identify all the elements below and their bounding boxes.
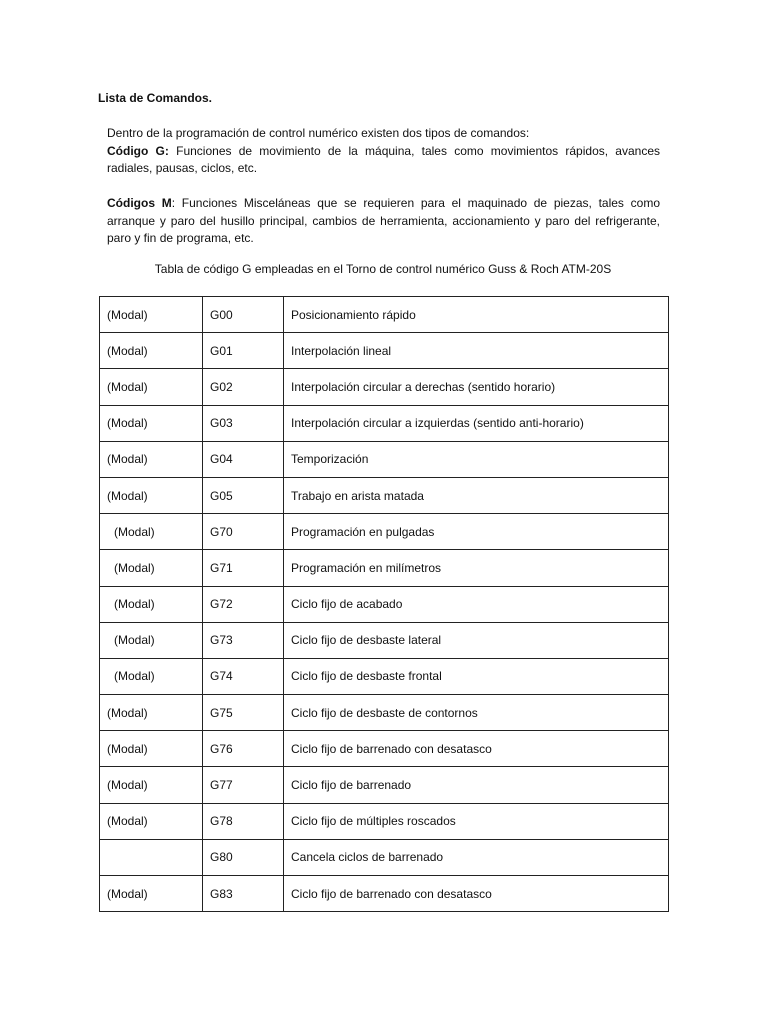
table-row (100, 441, 669, 477)
table-row (100, 622, 669, 658)
table-row (100, 586, 669, 622)
mode-cell: (Modal) (100, 550, 203, 586)
code-cell: G80 (203, 839, 284, 875)
code-cell: G71 (203, 550, 284, 586)
description-cell: Ciclo fijo de barrenado con desatasco (284, 876, 669, 912)
table-row (100, 477, 669, 513)
mode-cell: (Modal) (100, 731, 203, 767)
mode-cell: (Modal) (100, 876, 203, 912)
description-cell: Ciclo fijo de desbaste lateral (284, 622, 669, 658)
code-cell: G76 (203, 731, 284, 767)
description-cell: Cancela ciclos de barrenado (284, 839, 669, 875)
g-code-label: Código G: (107, 143, 169, 158)
description-cell: Ciclo fijo de desbaste frontal (284, 658, 669, 694)
description-cell: Ciclo fijo de desbaste de contornos (284, 695, 669, 731)
mode-cell: (Modal) (100, 803, 203, 839)
g-code-table-body (100, 297, 669, 912)
code-cell: G83 (203, 876, 284, 912)
table-row (100, 297, 669, 333)
description-cell: Trabajo en arista matada (284, 477, 669, 513)
description-cell: Ciclo fijo de acabado (284, 586, 669, 622)
page-title: Lista de Comandos. (98, 91, 213, 105)
code-cell: G03 (203, 405, 284, 441)
mode-cell: (Modal) (100, 297, 203, 333)
code-cell: G00 (203, 297, 284, 333)
code-cell: G05 (203, 477, 284, 513)
description-cell: Programación en milímetros (284, 550, 669, 586)
code-cell: G02 (203, 369, 284, 405)
description-cell: Interpolación circular a derechas (sentido horario) (284, 369, 669, 405)
code-cell: G72 (203, 586, 284, 622)
table-row (100, 405, 669, 441)
description-cell: Interpolación lineal (284, 333, 669, 369)
g-code-paragraph (107, 143, 660, 178)
code-cell: G77 (203, 767, 284, 803)
description-cell: Ciclo fijo de barrenado con desatasco (284, 731, 669, 767)
description-cell: Ciclo fijo de múltiples roscados (284, 803, 669, 839)
mode-cell: (Modal) (100, 586, 203, 622)
m-code-paragraph (107, 195, 660, 248)
description-cell: Posicionamiento rápido (284, 297, 669, 333)
m-code-label: Códigos M (107, 196, 172, 210)
intro-line: Dentro de la programación de control numérico existen dos tipos de comandos: (107, 126, 530, 140)
mode-cell (100, 839, 203, 875)
table-row (100, 803, 669, 839)
code-cell: G78 (203, 803, 284, 839)
g-code-table (99, 296, 669, 912)
code-cell: G73 (203, 622, 284, 658)
mode-cell: (Modal) (100, 477, 203, 513)
table-row (100, 658, 669, 694)
description-cell: Ciclo fijo de barrenado (284, 767, 669, 803)
table-row (100, 731, 669, 767)
description-cell: Temporización (284, 441, 669, 477)
table-row (100, 550, 669, 586)
m-code-description: : Funciones Misceláneas que se requieren para el maquinado de piezas, tales como arranque y paro del husillo principal, cambios de herramienta, accionamiento y paro del refrigerante, paro y fin de programa, etc. (107, 196, 660, 245)
code-cell: G75 (203, 695, 284, 731)
mode-cell: (Modal) (100, 658, 203, 694)
mode-cell: (Modal) (100, 514, 203, 550)
table-row (100, 876, 669, 912)
table-caption: Tabla de código G empleadas en el Torno de control numérico Guss & Roch ATM-20S (154, 262, 612, 276)
g-code-description: Funciones de movimiento de la máquina, tales como movimientos rápidos, avances radiales, pausas, ciclos, etc. (107, 143, 660, 175)
code-cell: G04 (203, 441, 284, 477)
table-row (100, 369, 669, 405)
table-row (100, 695, 669, 731)
mode-cell: (Modal) (100, 405, 203, 441)
intro-text (107, 125, 660, 248)
description-cell: Interpolación circular a izquierdas (sentido anti-horario) (284, 405, 669, 441)
mode-cell: (Modal) (100, 622, 203, 658)
table-row (100, 839, 669, 875)
description-cell: Programación en pulgadas (284, 514, 669, 550)
code-cell: G70 (203, 514, 284, 550)
code-cell: G01 (203, 333, 284, 369)
mode-cell: (Modal) (100, 441, 203, 477)
table-row (100, 333, 669, 369)
table-row (100, 514, 669, 550)
code-cell: G74 (203, 658, 284, 694)
table-row (100, 767, 669, 803)
mode-cell: (Modal) (100, 333, 203, 369)
mode-cell: (Modal) (100, 695, 203, 731)
mode-cell: (Modal) (100, 369, 203, 405)
mode-cell: (Modal) (100, 767, 203, 803)
